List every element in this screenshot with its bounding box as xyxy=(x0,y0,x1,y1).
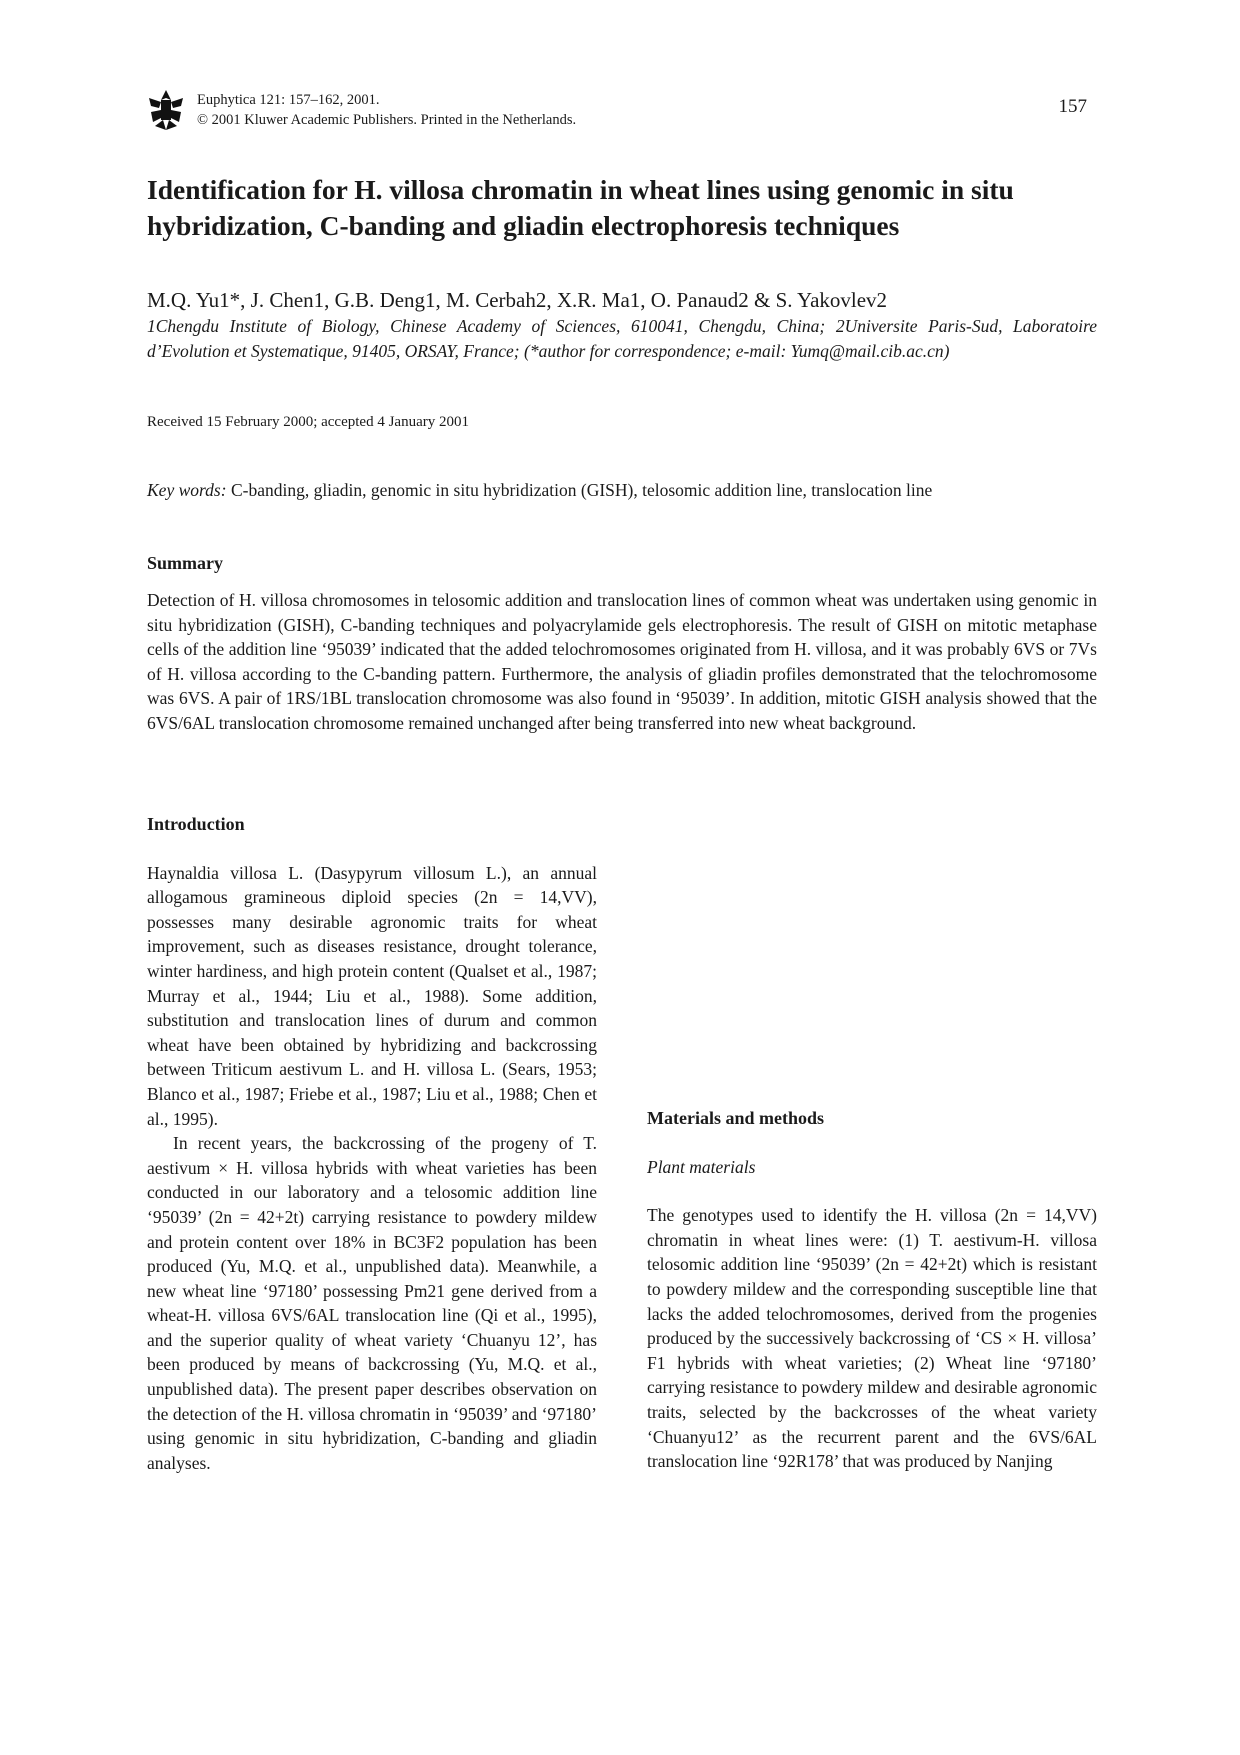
author-list: M.Q. Yu1*, J. Chen1, G.B. Deng1, M. Cerbah2, X.R. Ma1, O. Panaud2 & S. Yakovlev2 xyxy=(147,288,888,312)
kluwer-logo-icon xyxy=(147,88,185,132)
introduction-heading: Introduction xyxy=(147,814,245,834)
received-dates: Received 15 February 2000; accepted 4 January 2001 xyxy=(147,414,469,430)
keywords-label: Key words: xyxy=(147,480,227,500)
methods-heading: Materials and methods xyxy=(647,1108,824,1128)
publisher-line: © 2001 Kluwer Academic Publishers. Printed in the Netherlands. xyxy=(197,112,577,128)
keywords xyxy=(147,478,1097,503)
methods-paragraph: The genotypes used to identify the H. villosa (2n = 14,VV) chromatin in wheat lines were: (1) T. aestivum-H. villosa telosomic addition line ‘95039’ (2n = 42+2t) which is resistant to powdery mildew and the corresponding susceptible line that lacks the added telochromosomes, derived from the progenies produced by the successively backcrossing of ‘CS × H. villosa’ F1 hybrids with wheat varieties; (2) Wheat line ‘97180’ carrying resistance to powdery mildew and desirable agronomic traits, selected by the backcrosses of the wheat variety ‘Chuanyu12’ as the recurrent parent and the 6VS/6AL translocation line ‘92R178’ that was produced by Nanjing xyxy=(647,1205,1097,1472)
journal-citation xyxy=(197,90,576,130)
keywords-text: C-banding, gliadin, genomic in situ hybridization (GISH), telosomic addition line, translocation line xyxy=(230,480,933,500)
intro-paragraph-1: Haynaldia villosa L. (Dasypyrum villosum L.), an annual allogamous gramineous diploid species (2n = 14,VV), possesses many desirable agronomic traits for wheat improvement, such as diseases resistance, drought tolerance, winter hardiness, and high protein content (Qualset et al., 1987; Murray et al., 1944; Liu et al., 1988). Some addition, substitution and translocation lines of durum and common wheat have been obtained by hybridizing and backcrossing between Triticum aestivum L. and H. villosa L. (Sears, 1953; Blanco et al., 1987; Friebe et al., 1987; Liu et al., 1988; Chen et al., 1995). xyxy=(147,862,597,1129)
page-header xyxy=(147,84,1097,134)
summary-text: Detection of H. villosa chromosomes in telosomic addition and translocation lines of common wheat was undertaken using genomic in situ hybridization (GISH), C-banding techniques and polyacrylamide gels electrophoresis. The result of GISH on mitotic metaphase cells of the addition line ‘95039’ indicated that the added telochromosomes originated from H. villosa, and it was probably 6VS or 7Vs of H. villosa according to the C-banding pattern. Furthermore, the analysis of gliadin profiles demonstrated that the telochromosome was 6VS. A pair of 1RS/1BL translocation chromosome was also found in ‘95039’. In addition, mitotic GISH analysis showed that the 6VS/6AL translocation chromosome remained unchanged after being transferred into new wheat background. xyxy=(147,590,1097,733)
affiliations: 1Chengdu Institute of Biology, Chinese Academy of Sciences, 610041, Chengdu, China; 2Universite Paris-Sud, Laboratoire d’Evolution et Systematique, 91405, ORSAY, France; (*author for correspondence; e-mail: Yumq@mail.cib.ac.cn) xyxy=(147,316,1097,361)
left-column xyxy=(147,812,597,1475)
page-number: 157 xyxy=(1058,96,1087,117)
right-column xyxy=(647,1106,1097,1474)
intro-paragraph-2: In recent years, the backcrossing of the progeny of T. aestivum × H. villosa hybrids with wheat varieties has been conducted in our laboratory and a telosomic addition line ‘95039’ (2n = 42+2t) carrying resistance to powdery mildew and protein content over 18% in BC3F2 population has been produced (Yu, M.Q. et al., unpublished data). Meanwhile, a new wheat line ‘97180’ possessing Pm21 gene derived from a wheat-H. villosa 6VS/6AL translocation line (Qi et al., 1995), and the superior quality of wheat variety ‘Chuanyu 12’, has been produced by means of backcrossing (Yu, M.Q. et al., unpublished data). The present paper describes observation on the detection of the H. villosa chromatin in ‘95039’ and ‘97180’ using genomic in situ hybridization, C-banding and gliadin analyses. xyxy=(147,1133,597,1473)
plant-materials-heading: Plant materials xyxy=(647,1156,756,1177)
summary-heading: Summary xyxy=(147,553,223,573)
paper-title: Identification for H. villosa chromatin in wheat lines using genomic in situ hybridization, C-banding and gliadin electrophoresis techniques xyxy=(147,174,1014,241)
journal-line: Euphytica 121: 157–162, 2001. xyxy=(197,92,380,108)
